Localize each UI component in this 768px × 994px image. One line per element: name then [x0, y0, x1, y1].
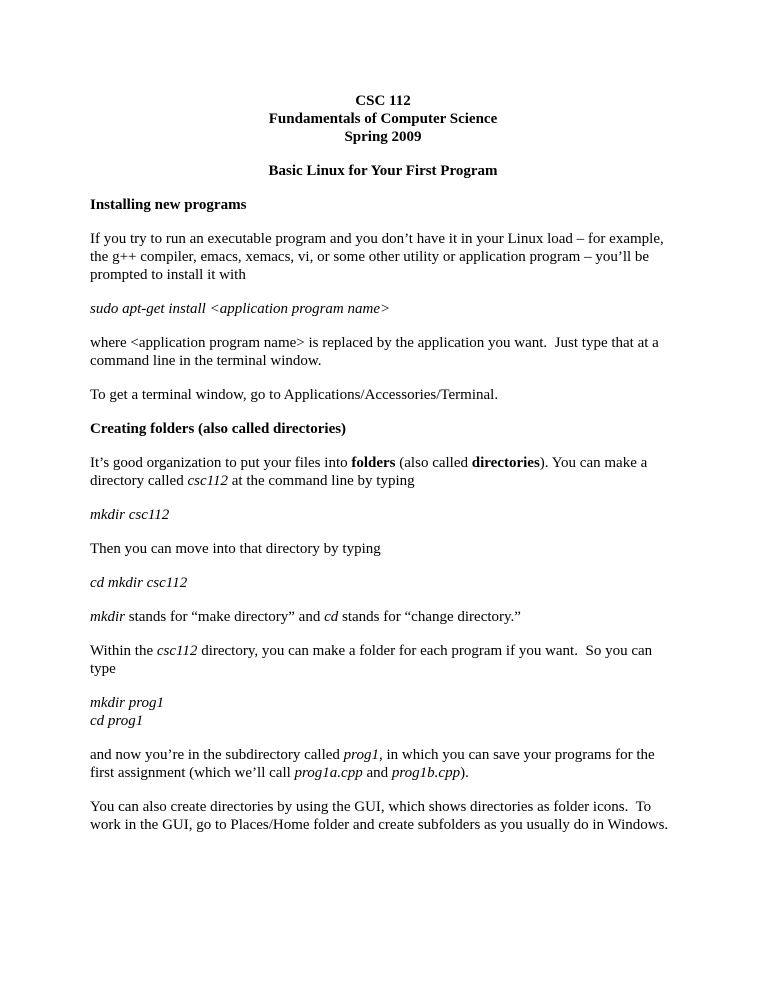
text-run: type	[90, 661, 116, 677]
section-heading-folders	[90, 420, 676, 438]
document-body	[90, 92, 676, 834]
para-where	[90, 334, 676, 370]
course-header	[90, 92, 676, 146]
text-run: the g++ compiler, emacs, xemacs, vi, or some other utility or application program – you’ll be	[90, 249, 650, 265]
text-run: cd	[324, 609, 339, 625]
text-run: sudo apt-get install <application program name>	[90, 301, 391, 317]
para-move	[90, 540, 676, 558]
text-run: and	[362, 765, 392, 781]
text-run: directory, you can make a folder for each program if you want. So you can	[197, 643, 653, 659]
text-run: first assignment (which we’ll call	[90, 765, 295, 781]
text-run: csc112	[156, 643, 198, 659]
text-run: To get a terminal window, go to Applications/Accessories/Terminal.	[90, 387, 499, 403]
text-run: Creating folders (also called directories)	[90, 421, 347, 437]
cmd-mkdir-prog1	[90, 694, 676, 730]
text-run: command line in the terminal window.	[90, 353, 322, 369]
para-terminal	[90, 386, 676, 404]
text-run: mkdir	[90, 609, 125, 625]
text-run: It’s good organization to put your files into	[90, 455, 352, 471]
text-run: where <application program name> is replaced by the application you want. Just type that at a	[90, 335, 659, 351]
text-run: csc112	[187, 473, 228, 489]
text-run: mkdir prog1	[90, 695, 165, 711]
text-run: mkdir csc112	[90, 507, 170, 523]
text-run: stands for “change directory.”	[338, 609, 521, 625]
para-within	[90, 642, 676, 678]
text-run: prompted to install it with	[90, 267, 246, 283]
text-run: prog1a.cpp	[294, 765, 363, 781]
cmd-cd-mkdir-csc112	[90, 574, 676, 592]
text-run: ). You can make a	[539, 455, 648, 471]
text-run: CSC 112	[355, 93, 411, 109]
text-run: folders	[351, 455, 396, 471]
text-run: Then you can move into that directory by typing	[90, 541, 381, 557]
text-run: Spring 2009	[344, 129, 422, 145]
section-heading-installing	[90, 196, 676, 214]
text-run: cd prog1	[90, 713, 144, 729]
text-run: Fundamentals of Computer Science	[268, 111, 498, 127]
cmd-mkdir-csc112	[90, 506, 676, 524]
text-run: , in which you can save your programs for the	[378, 747, 655, 763]
para-install-intro	[90, 230, 676, 284]
text-run: stands for “make directory” and	[125, 609, 325, 625]
text-run: cd mkdir csc112	[90, 575, 188, 591]
para-gui	[90, 798, 676, 834]
para-stands-for	[90, 608, 676, 626]
text-run: ).	[460, 765, 469, 781]
para-subdirectory	[90, 746, 676, 782]
text-run: directories	[471, 455, 540, 471]
text-run: and now you’re in the subdirectory called	[90, 747, 344, 763]
text-run: at the command line by typing	[228, 473, 415, 489]
text-run: directory called	[90, 473, 188, 489]
text-run: Basic Linux for Your First Program	[268, 163, 498, 179]
text-run: If you try to run an executable program and you don’t have it in your Linux load – for example,	[90, 231, 664, 247]
doc-title	[90, 162, 676, 180]
text-run: Installing new programs	[90, 197, 247, 213]
text-run: work in the GUI, go to Places/Home folder and create subfolders as you usually do in Windows.	[90, 817, 669, 833]
text-run: You can also create directories by using the GUI, which shows directories as folder icons. To	[90, 799, 652, 815]
text-run: (also called	[395, 455, 472, 471]
para-folders-intro	[90, 454, 676, 490]
text-run: Within the	[90, 643, 157, 659]
cmd-apt-get	[90, 300, 676, 318]
text-run: prog1	[343, 747, 379, 763]
text-run: prog1b.cpp	[391, 765, 461, 781]
